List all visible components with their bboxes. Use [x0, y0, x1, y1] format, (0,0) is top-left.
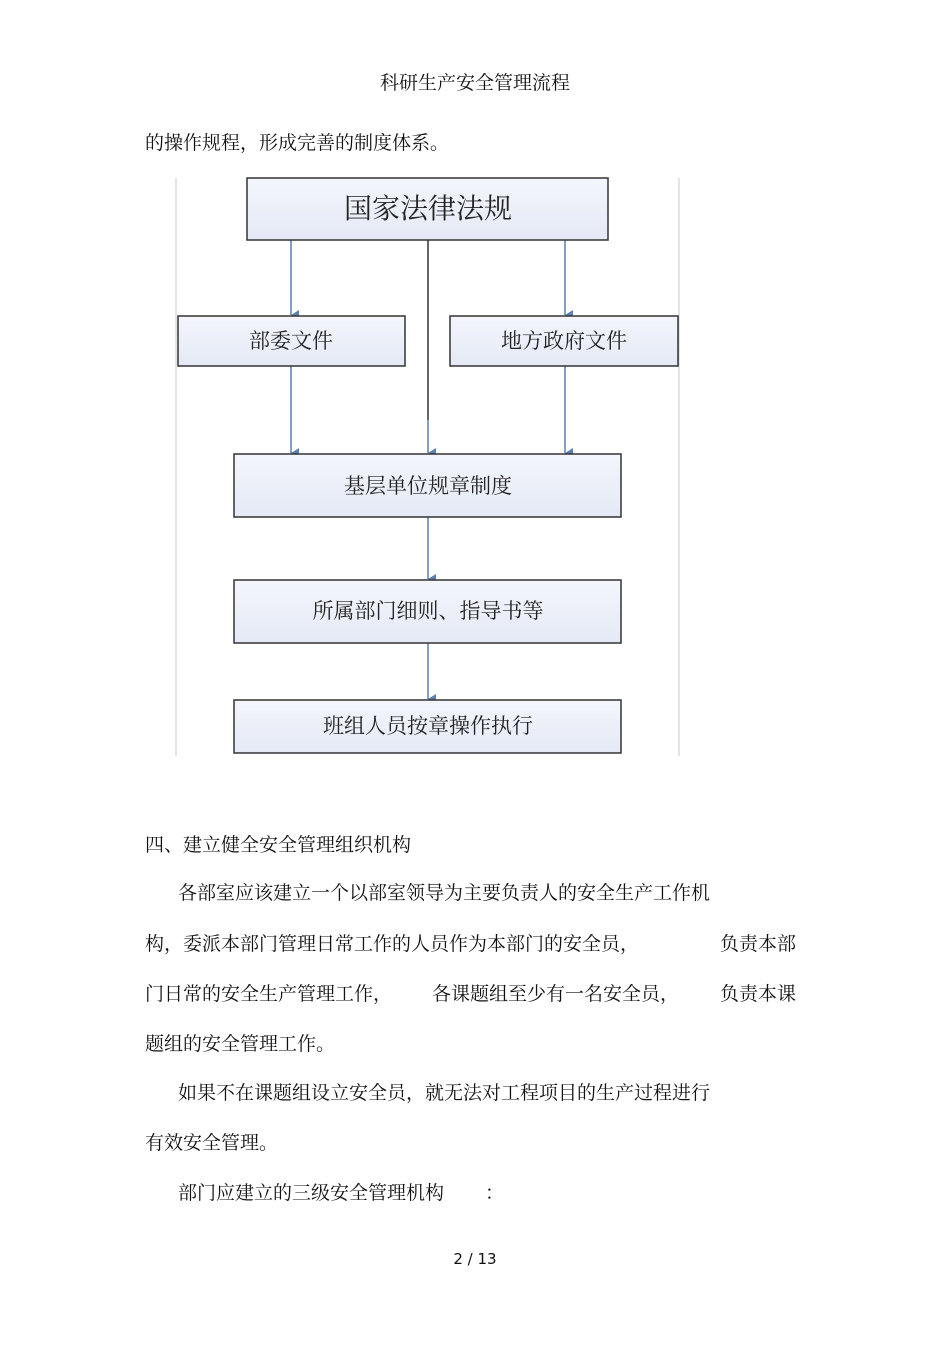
box-dept-guidelines-label: 所属部门细则、指导书等 — [312, 599, 544, 623]
box-national-law-label: 国家法律法规 — [343, 192, 513, 225]
box-national-law — [247, 178, 608, 240]
para2-line1: 如果不在课题组设立安全员，就无法对工程项目的生产过程进行 — [178, 1082, 711, 1104]
box-ministry-docs-label: 部委文件 — [249, 329, 333, 353]
para3-colon: ： — [485, 1182, 505, 1204]
page-number: 2 / 13 — [453, 1250, 497, 1268]
box-local-gov-docs — [450, 316, 678, 366]
box-base-unit-rules — [234, 454, 621, 517]
para1-line1: 各部室应该建立一个以部室领导为主要负责人的安全生产工作机 — [178, 882, 711, 904]
box-base-unit-rules-label: 基层单位规章制度 — [344, 474, 512, 498]
para2-line2: 有效安全管理。 — [145, 1132, 279, 1154]
box-dept-guidelines — [234, 580, 621, 643]
para1-line3b: 各课题组至少有一名安全员， — [432, 983, 680, 1005]
box-team-execution — [234, 700, 621, 753]
intro-line: 的操作规程，形成完善的制度体系。 — [145, 132, 450, 154]
page-header: 科研生产安全管理流程 — [379, 72, 570, 94]
para3-line1: 部门应建立的三级安全管理机构 — [178, 1182, 445, 1204]
box-ministry-docs — [178, 316, 405, 366]
para1-line2a: 构，委派本部门管理日常工作的人员作为本部门的安全员， — [145, 933, 640, 955]
para1-line2b: 负责本部 — [720, 933, 797, 955]
para1-line3a: 门日常的安全生产管理工作， — [145, 983, 393, 1005]
box-team-execution-label: 班组人员按章操作执行 — [323, 714, 533, 738]
para1-line3c: 负责本课 — [720, 983, 797, 1005]
box-local-gov-docs-label: 地方政府文件 — [501, 329, 627, 353]
para1-line4: 题组的安全管理工作。 — [145, 1033, 336, 1055]
section-heading: 四、建立健全安全管理组织机构 — [145, 834, 412, 856]
